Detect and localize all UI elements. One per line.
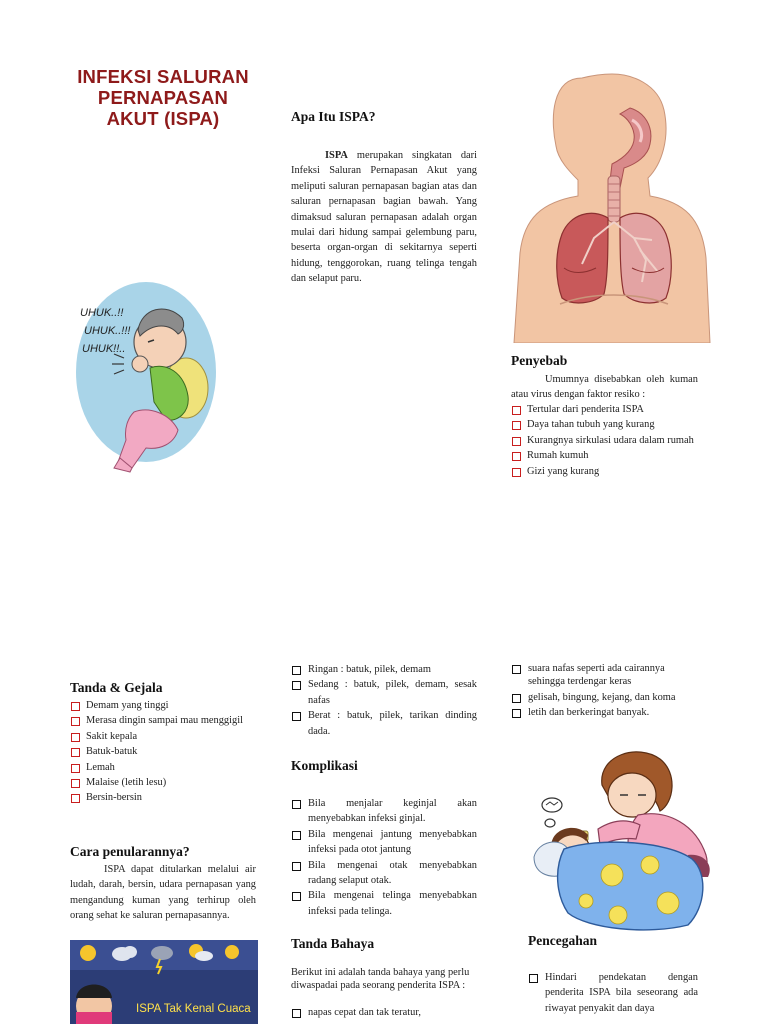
checkbox-icon <box>71 733 80 742</box>
checkbox-icon <box>512 468 521 477</box>
thought-bubble-icon <box>542 798 562 827</box>
list-item: Merasa dingin sampai mau menggigil <box>70 713 256 728</box>
checkbox-icon <box>512 452 521 461</box>
poster-caption: ISPA Tak Kenal Cuaca <box>136 1003 251 1015</box>
list-item: Berat : batuk, pilek, tarikan dinding dada. <box>291 708 477 739</box>
cara-paragraph: ISPA dapat ditularkan melalui air ludah, darah, bersin, udara pernapasan yang mengandung kuman yang terhirup oleh orang sehat ke saluran pernapasannya. <box>70 864 256 922</box>
cough-text-3: UHUK!!.. <box>82 343 126 355</box>
tanda-bahaya-list <box>291 1006 477 1019</box>
checkbox-icon <box>512 694 521 703</box>
list-item: Sedang : batuk, pilek, demam, sesak nafas <box>291 677 477 708</box>
list-item: Tertular dari penderita ISPA <box>511 402 698 417</box>
komplikasi-heading: Komplikasi <box>291 758 358 773</box>
penyebab-intro: Umumnya disebabkan oleh kuman atau virus dengan faktor resiko : <box>511 374 698 401</box>
cara-heading: Cara penularannya? <box>70 844 190 859</box>
checkbox-icon <box>292 831 301 840</box>
checkbox-icon <box>292 892 301 901</box>
checkbox-icon <box>529 974 538 983</box>
list-item: Ringan : batuk, pilek, demam <box>291 662 477 677</box>
penyebab-heading: Penyebab <box>511 353 568 368</box>
sun-icon <box>80 945 96 961</box>
checkbox-icon <box>292 800 301 809</box>
sun-icon-2 <box>225 945 239 959</box>
pencegahan-list <box>528 970 698 1016</box>
pencegahan-heading: Pencegahan <box>528 933 597 948</box>
checkbox-icon <box>71 764 80 773</box>
tingkat-list <box>291 662 477 739</box>
tanda-gejala-heading: Tanda & Gejala <box>70 680 163 695</box>
title-line-3: AKUT (ISPA) <box>106 108 220 129</box>
checkbox-icon <box>292 862 301 871</box>
list-item: Bila mengenai telinga menyebabkan infeksi pada telinga. <box>291 888 477 919</box>
list-item: Batuk-batuk <box>70 744 256 759</box>
checkbox-icon <box>71 748 80 757</box>
tanda-bahaya-intro: Berikut ini adalah tanda bahaya yang perlu diwaspadai pada seorang penderita ISPA : <box>291 967 470 992</box>
checkbox-icon <box>71 794 80 803</box>
cough-text-2: UHUK..!!! <box>84 325 131 337</box>
title-line-1: INFEKSI SALURAN <box>77 66 249 87</box>
list-item: Hindari pendekatan dengan penderita ISPA bila seseorang ada riwayat penyakit dan daya <box>528 970 698 1016</box>
list-item: Lemah <box>70 760 256 775</box>
weather-poster-image <box>70 940 258 1024</box>
list-item: gelisah, bingung, kejang, dan koma <box>511 691 697 704</box>
list-item: suara nafas seperti ada cairannya sehingga terdengar keras <box>511 662 697 689</box>
respiratory-system-illustration <box>512 68 712 343</box>
gejala-lanjut-list <box>511 662 697 720</box>
checkbox-icon <box>292 712 301 721</box>
checkbox-icon <box>71 702 80 711</box>
list-item: Rumah kumuh <box>511 448 698 463</box>
komplikasi-list <box>291 796 477 919</box>
list-item: letih dan berkeringat banyak. <box>511 706 697 719</box>
list-item: napas cepat dan tak teratur, <box>291 1006 477 1019</box>
checkbox-icon <box>512 709 521 718</box>
tanda-gejala-list <box>70 698 256 806</box>
tanda-bahaya-heading: Tanda Bahaya <box>291 936 375 951</box>
list-item: Daya tahan tubuh yang kurang <box>511 417 698 432</box>
list-item: Bila mengenai otak menyebabkan radang selaput otak. <box>291 858 477 889</box>
apa-itu-text: merupakan singkatan dari Infeksi Saluran Pernapasan Akut yang meliputi saluran pernapasan bagian atas dan saluran pernapasan bagian bawah. Yang dimaksud saluran pernapasan adalah organ mulai dari hidung sampai gelembung paru, beserta organ-organ di sekitarnya seperti hidung, tenggorokan, ruang telinga tengah dan selaput paru. <box>291 150 477 285</box>
brochure-title <box>52 66 274 129</box>
apa-itu-heading: Apa Itu ISPA? <box>291 109 376 124</box>
checkbox-icon <box>512 406 521 415</box>
list-item: Bila menjalar keginjal akan menyebabkan infeksi ginjal. <box>291 796 477 827</box>
title-line-2: PERNAPASAN <box>97 87 229 108</box>
checkbox-icon <box>512 665 521 674</box>
list-item: Malaise (letih lesu) <box>70 775 256 790</box>
checkbox-icon <box>292 666 301 675</box>
list-item: Bersin-bersin <box>70 790 256 805</box>
apa-itu-paragraph <box>291 148 477 287</box>
list-item: Kurangnya sirkulasi udara dalam rumah <box>511 433 698 448</box>
cough-text-1: UHUK..!! <box>80 307 124 319</box>
ispa-term: ISPA <box>325 150 348 161</box>
list-item: Bila mengenai jantung menyebabkan infeksi pada otot jantung <box>291 827 477 858</box>
checkbox-icon <box>71 717 80 726</box>
list-item: Demam yang tinggi <box>70 698 256 713</box>
list-item: Sakit kepala <box>70 729 256 744</box>
checkbox-icon <box>292 1009 301 1018</box>
checkbox-icon <box>292 681 301 690</box>
coughing-child-illustration <box>74 272 220 478</box>
penyebab-list <box>511 402 698 479</box>
list-item: Gizi yang kurang <box>511 464 698 479</box>
mother-sick-child-illustration <box>528 745 718 931</box>
checkbox-icon <box>71 779 80 788</box>
checkbox-icon <box>512 421 521 430</box>
checkbox-icon <box>512 437 521 446</box>
